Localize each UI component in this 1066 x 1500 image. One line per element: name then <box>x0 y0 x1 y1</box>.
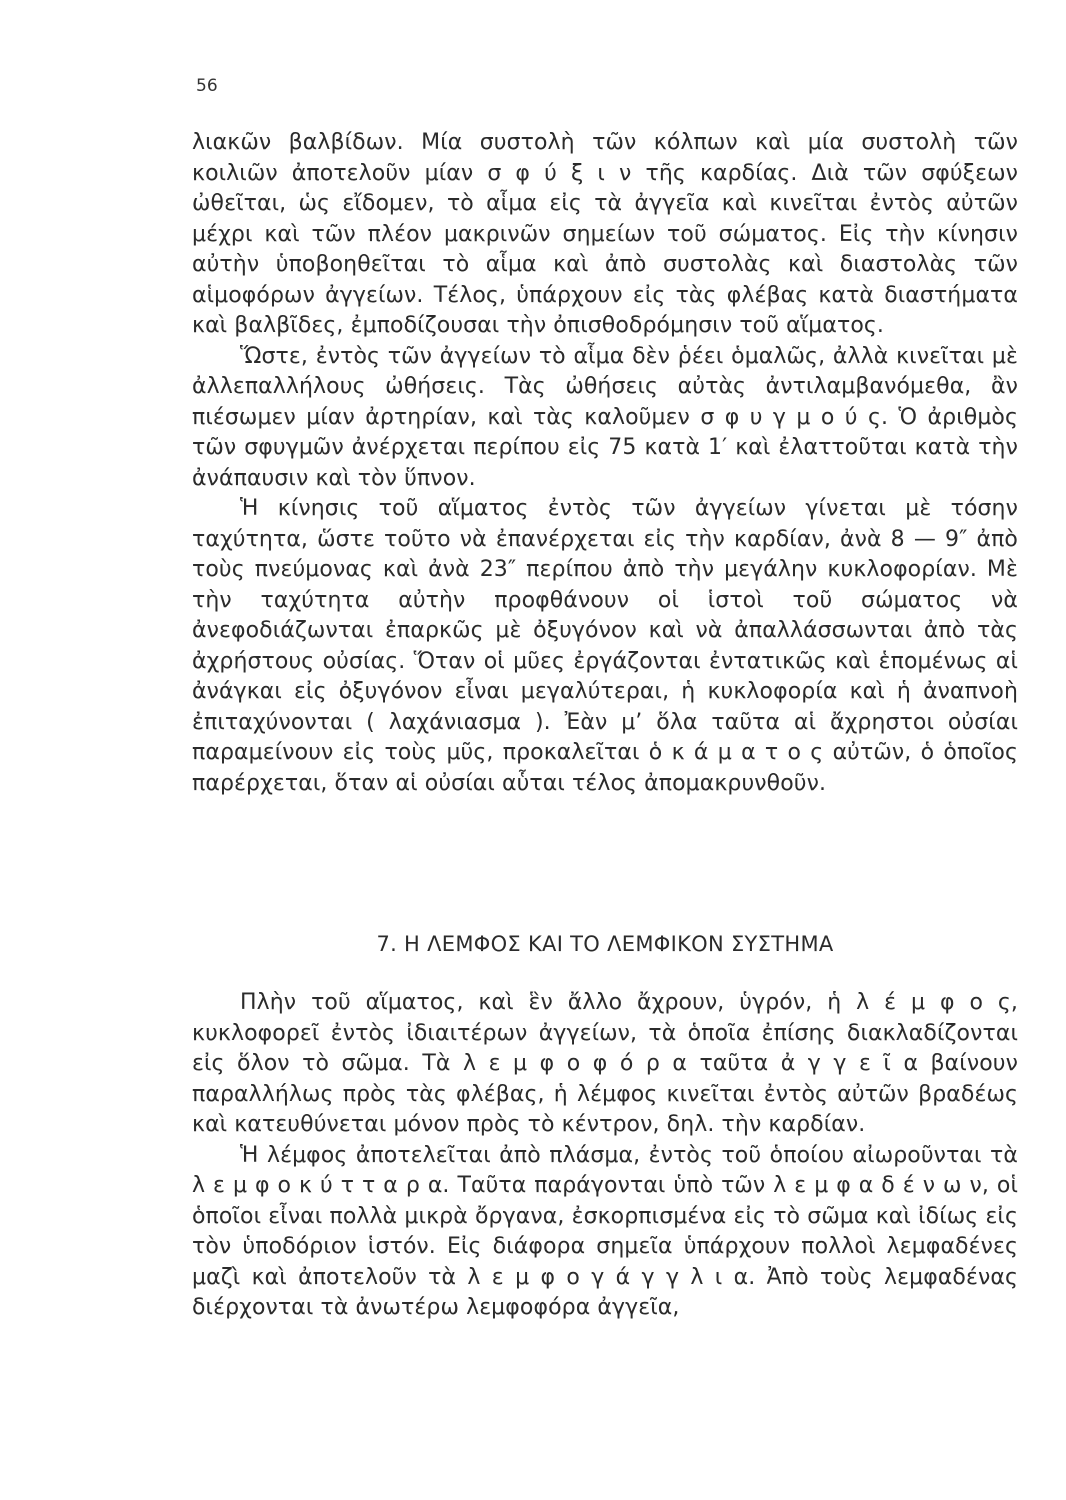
paragraph: Ὥστε, ἐντὸς τῶν ἀγγείων τὸ αἷμα δὲν ῥέει ὁμαλῶς, ἀλλὰ κινεῖται μὲ ἀλλεπαλλήλους ὠθήσεις. Τὰς ὠθήσεις αὐτὰς ἀντιλαμβανόμεθα, ἂν πιέσωμεν μίαν ἀρτηρίαν, καὶ τὰς καλοῦμεν σ φ υ γ μ ο ύ ς. Ὁ ἀριθμὸς τῶν σφυγμῶν ἀνέρχεται περίπου εἰς 75 κατὰ 1′ καὶ ἐλαττοῦται κατὰ τὴν ἀνάπαυσιν καὶ τὸν ὕπνον. <box>192 343 1018 491</box>
paragraph: Πλὴν τοῦ αἵματος, καὶ ἓν ἄλλο ἄχρουν, ὑγρόν, ἡ λ έ μ φ ο ς, κυκλοφορεῖ ἐντὸς ἰδιαιτέρων ἀγγείων, τὰ ὁποῖα ἐπίσης διακλαδίζονται εἰς ὅλον τὸ σῶμα. Τὰ λ ε μ φ ο φ ό ρ α ταῦτα ἀ γ γ ε ῖ α βαίνουν παραλλήλως πρὸς τὰς φλέβας, ἡ λέμφος κινεῖται ἐντὸς αὐτῶν βραδέως καὶ κατευθύνεται μόνον πρὸς τὸ κέντρον, δηλ. τὴν καρδίαν. <box>192 990 1018 1137</box>
paragraph: Ἡ κίνησις τοῦ αἵματος ἐντὸς τῶν ἀγγείων γίνεται μὲ τόσην ταχύτητα, ὥστε τοῦτο νὰ ἐπανέρχεται εἰς τὴν καρδίαν, ἀνὰ 8 — 9″ ἀπὸ τοὺς πνεύμονας καὶ ἀνὰ 23″ περίπου ἀπὸ τὴν μεγάλην κυκλοφορίαν. Μὲ τὴν ταχύτητα αὐτὴν προφθάνουν οἱ ἱστοὶ τοῦ σώματος νὰ ἀνεφοδιάζωνται ἐπαρκῶς μὲ ὀξυγόνον καὶ νὰ ἀπαλλάσσωνται ἀπὸ τὰς ἀχρήστους οὐσίας. Ὅταν οἱ μῦες ἐργάζονται ἐντατικῶς καὶ ἑπομένως αἱ ἀνάγκαι εἰς ὀξυγόνον εἶναι μεγαλύτεραι, ἡ κυκλοφορία καὶ ἡ ἀναπνοὴ ἐπιταχύνονται ( λαχάνιασμα ). Ἐὰν μ’ ὅλα ταῦτα αἱ ἄχρηστοι οὐσίαι παραμείνουν εἰς τοὺς μῦς, προκαλεῖται ὁ κ ά μ α τ ο ς αὐτῶν, ὁ ὁποῖος παρέρχεται, ὅταν αἱ οὐσίαι αὗται τέλος ἀπομακρυνθοῦν. <box>192 496 1018 796</box>
paragraph: Ἡ λέμφος ἀποτελεῖται ἀπὸ πλάσμα, ἐντὸς τοῦ ὁποίου αἰωροῦνται τὰ λ ε μ φ ο κ ύ τ τ α ρ α. Ταῦτα παράγονται ὑπὸ τῶν λ ε μ φ α δ έ ν ω ν, οἱ ὁποῖοι εἶναι πολλὰ μικρὰ ὄργανα, ἐσκορπισμένα εἰς τὸ σῶμα καὶ ἰδίως εἰς τὸν ὑποδόριον ἱστόν. Εἰς διάφορα σημεῖα ὑπάρχουν πολλοὶ λεμφαδένες μαζὶ καὶ ἀποτελοῦν τὰ λ ε μ φ ο γ ά γ γ λ ι α. Ἀπὸ τοὺς λεμφαδένας διέρχονται τὰ ἀνωτέρω λεμφοφόρα ἀγγεῖα, <box>192 1142 1018 1320</box>
page-number: 56 <box>196 76 218 96</box>
body-text-section-1 <box>192 128 1018 799</box>
section-heading: 7. Η ΛΕΜΦΟΣ ΚΑΙ ΤΟ ΛΕΜΦΙΚΟΝ ΣΥΣΤΗΜΑ <box>376 932 834 956</box>
body-text-section-2 <box>192 988 1018 1324</box>
paragraph: λιακῶν βαλβίδων. Μία συστολὴ τῶν κόλπων καὶ μία συστολὴ τῶν κοιλιῶν ἀποτελοῦν μίαν σ φ ύ ξ ι ν τῆς καρδίας. Διὰ τῶν σφύξεων ὠθεῖται, ὡς εἴδομεν, τὸ αἷμα εἰς τὰ ἀγγεῖα καὶ κινεῖται ἐντὸς αὐτῶν μέχρι καὶ τῶν πλέον μακρινῶν σημείων τοῦ σώματος. Εἰς τὴν κίνησιν αὐτὴν ὑποβοηθεῖται τὸ αἷμα καὶ ἀπὸ συστολὰς καὶ διαστολὰς τῶν αἱμοφόρων ἀγγείων. Τέλος, ὑπάρχουν εἰς τὰς φλέβας κατὰ διαστήματα καὶ βαλβῖδες, ἐμποδίζουσαι τὴν ὀπισθοδρόμησιν τοῦ αἵματος. <box>192 130 1018 338</box>
